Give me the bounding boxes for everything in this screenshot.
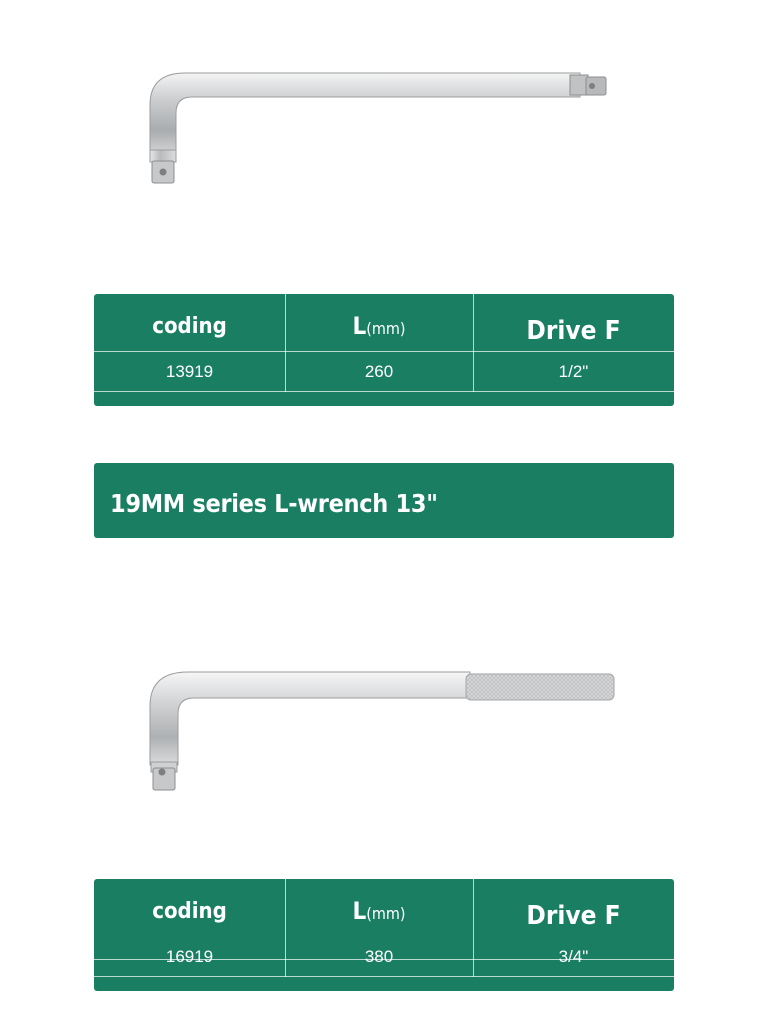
row-divider (94, 976, 674, 977)
row-divider (94, 351, 674, 352)
cell-coding: 16919 (165, 947, 214, 966)
header-length-unit: (mm) (366, 904, 406, 923)
cell-length: 260 (364, 362, 394, 381)
spec-table-16919 (94, 879, 674, 991)
series-title: 19MM series L-wrench 13" (110, 489, 438, 518)
header-length-main: L (352, 312, 367, 340)
spec-table-13919 (94, 294, 674, 406)
l-wrench-image-16919 (130, 650, 630, 805)
row-divider (94, 391, 674, 392)
header-drive: Drive F (526, 316, 621, 346)
header-coding: coding (152, 899, 227, 924)
cell-drive: 1/2" (558, 362, 589, 381)
header-length (285, 312, 473, 340)
cell-coding: 13919 (165, 362, 214, 381)
header-length-unit: (mm) (366, 319, 406, 338)
header-length-main: L (352, 897, 367, 925)
header-drive: Drive F (526, 901, 621, 931)
series-banner (94, 463, 674, 538)
header-length (285, 897, 473, 925)
cell-drive: 3/4" (558, 947, 589, 966)
cell-length: 380 (364, 947, 394, 966)
l-wrench-image-13919 (130, 55, 630, 205)
header-coding: coding (152, 314, 227, 339)
